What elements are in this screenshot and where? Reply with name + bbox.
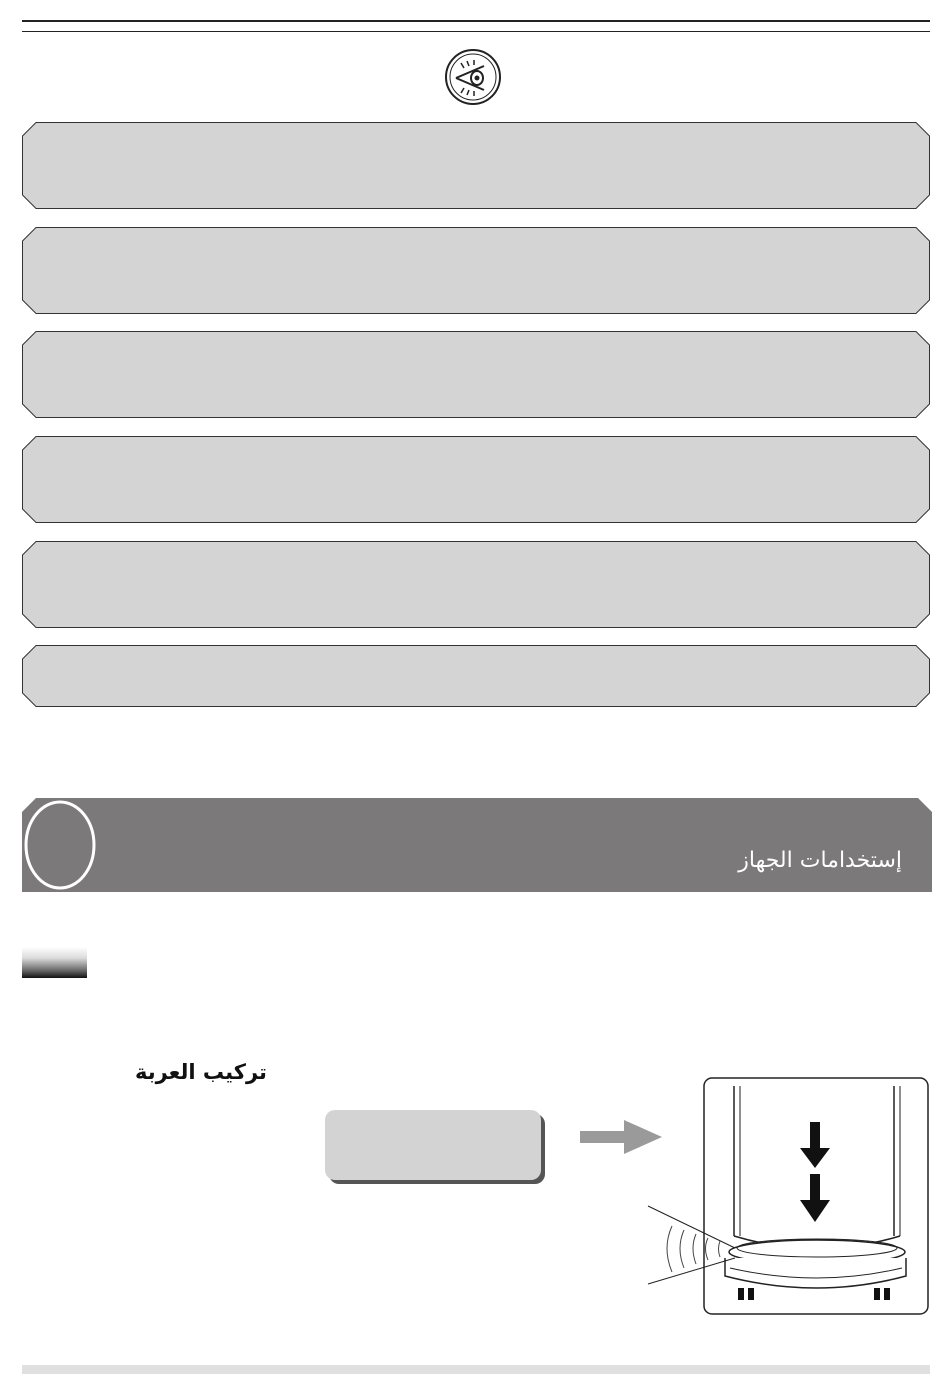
notice-box-3 — [22, 331, 930, 418]
notice-box-5 — [22, 541, 930, 628]
notice-box-4 — [22, 436, 930, 523]
footer-bar — [22, 1365, 930, 1374]
section-marker-tab — [22, 947, 87, 978]
cart-assembly-illustration — [640, 1076, 932, 1318]
section-title: إستخدامات الجهاز — [738, 848, 902, 873]
top-rule-thick — [22, 20, 930, 22]
notice-box-1 — [22, 122, 930, 209]
notice-box-2 — [22, 227, 930, 314]
section-banner — [22, 798, 932, 892]
instruction-box — [325, 1110, 545, 1184]
notice-box-6 — [22, 645, 930, 707]
eye-warning-icon — [444, 48, 502, 106]
subsection-title: تركيب العربة — [135, 1060, 267, 1084]
top-rule-thin — [22, 31, 930, 32]
